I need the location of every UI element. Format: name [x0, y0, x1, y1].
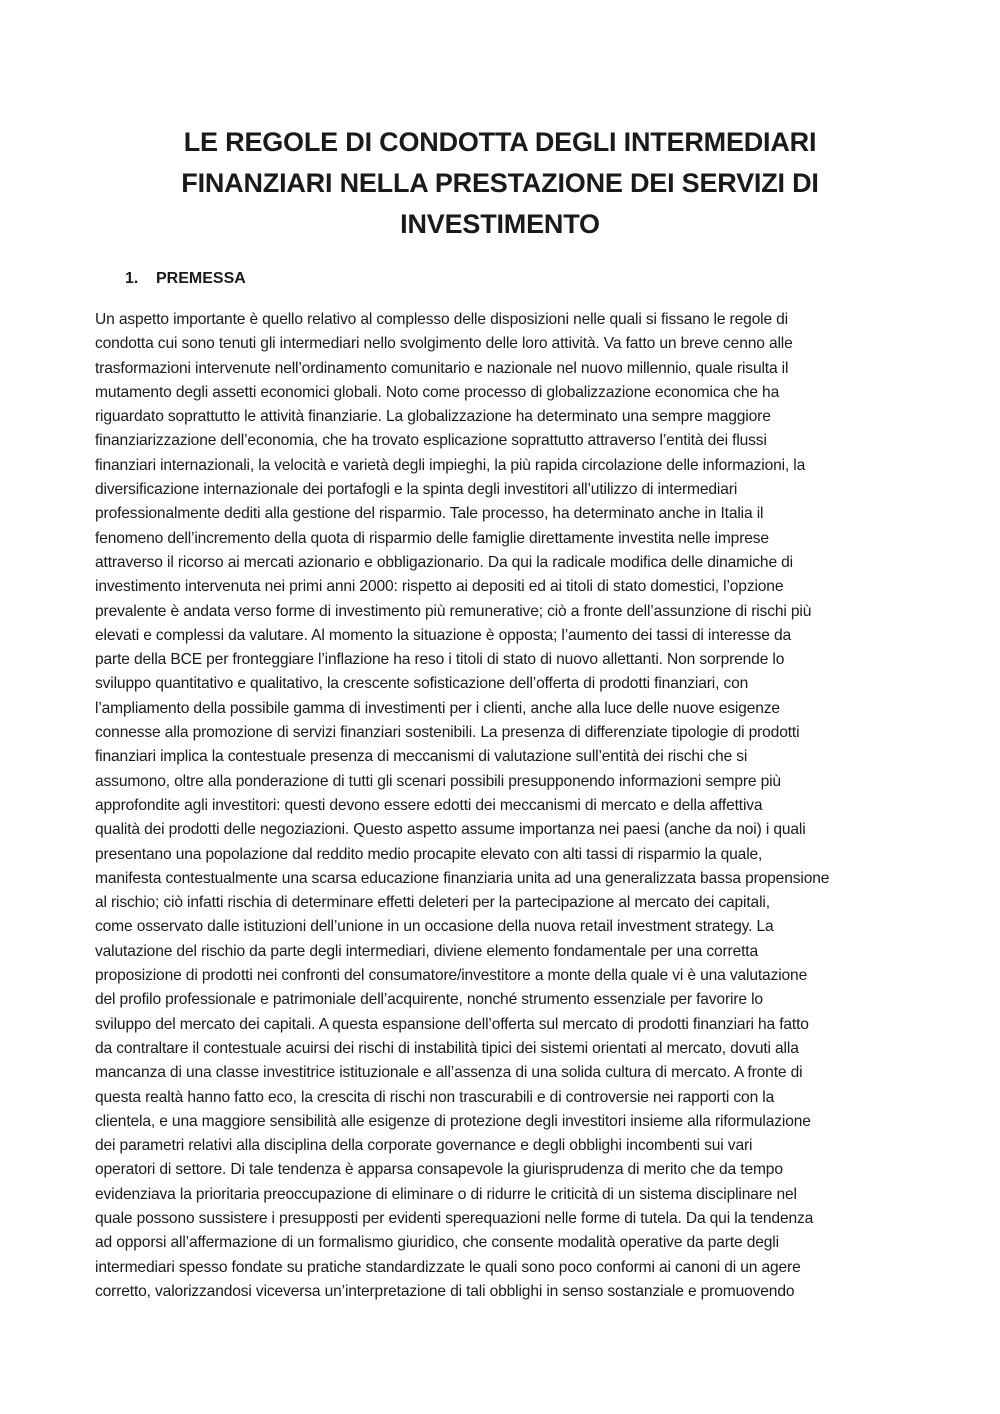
- body-text-line: riguardato soprattutto le attività finanziarie. La globalizzazione ha determinato una sempre maggiore: [95, 408, 771, 426]
- title-line: LE REGOLE DI CONDOTTA DEGLI INTERMEDIARI: [183, 127, 817, 157]
- body-text-line: fenomeno dell’incremento della quota di risparmio delle famiglie direttamente investita nelle imprese: [95, 529, 769, 547]
- body-text-line: come osservato dalle istituzioni dell’unione in un occasione della nuova retail investment strategy. La: [95, 918, 774, 936]
- body-text-line: prevalente è andata verso forme di investimento più remunerative; ciò a fronte dell’assunzione di rischi più: [95, 602, 812, 620]
- body-text-line: ad opporsi all’affermazione di un formalismo giuridico, che consente modalità operative da parte degli: [95, 1234, 779, 1252]
- body-text-line: questa realtà hanno fatto eco, la crescita di rischi non trascurabili e di controversie nei rapporti con la: [95, 1088, 775, 1106]
- body-text-line: investimento intervenuta nei primi anni 2000: rispetto ai depositi ed ai titoli di stato domestici, l’opzione: [95, 578, 784, 596]
- body-text-line: professionalmente dediti alla gestione del risparmio. Tale processo, ha determinato anche in Italia il: [95, 505, 764, 523]
- body-text-line: sviluppo quantitativo e qualitativo, la crescente sofisticazione dell’offerta di prodotti finanziari, con: [95, 675, 749, 693]
- section-number: 1.: [125, 270, 139, 287]
- title-line: INVESTIMENTO: [400, 209, 600, 239]
- body-text-line: da contraltare il contestuale acuirsi dei rischi di instabilità tipici dei sistemi orientati al mercato, dovuti alla: [95, 1039, 799, 1057]
- body-text-line: al rischio; ciò infatti rischia di determinare effetti deleteri per la partecipazione al mercato dei capitali,: [95, 894, 770, 912]
- body-text-line: condotta cui sono tenuti gli intermediari nello svolgimento delle loro attività. Va fatto un breve cenno alle: [95, 335, 793, 353]
- body-text-line: mancanza di una classe investitrice istituzionale e all’assenza di una solida cultura di mercato. A fronte di: [95, 1064, 803, 1082]
- body-text-line: trasformazioni intervenute nell’ordinamento comunitario e nazionale nel nuovo millennio, quale risulta il: [95, 359, 789, 377]
- body-paragraph: [95, 308, 925, 1304]
- body-text-line: evidenziava la prioritaria preoccupazione di eliminare o di ridurre le criticità di un sistema disciplinare nel: [95, 1185, 797, 1203]
- body-text-line: intermediari spesso fondate su pratiche standardizzate le quali sono poco conformi ai canoni di un agere: [95, 1258, 801, 1276]
- body-text-line: diversificazione internazionale dei portafogli e la spinta degli investitori all’utilizzo di intermediari: [95, 481, 738, 499]
- body-text-line: proposizione di prodotti nei confronti del consumatore/investitore a monte della quale vi è una valutazione: [95, 967, 808, 985]
- body-text-line: finanziari internazionali, la velocità e varietà degli impieghi, la più rapida circolazione delle informazioni, la: [95, 456, 806, 474]
- body-text-line: mutamento degli assetti economici globali. Noto come processo di globalizzazione economica che ha: [95, 383, 780, 401]
- body-text-line: Un aspetto importante è quello relativo al complesso delle disposizioni nelle quali si fissano le regole di: [95, 311, 789, 328]
- section-title: PREMESSA: [156, 270, 246, 287]
- body-text-line: valutazione del rischio da parte degli intermediari, diviene elemento fondamentale per una corretta: [95, 942, 759, 960]
- body-text-line: manifesta contestualmente una scarsa educazione finanziaria unita ad una generalizzata bassa propensione: [95, 869, 830, 887]
- body-text-line: dei parametri relativi alla disciplina della corporate governance e degli obblighi incombenti sui vari: [95, 1137, 753, 1155]
- title-line: FINANZIARI NELLA PRESTAZIONE DEI SERVIZI DI: [181, 168, 819, 198]
- body-text-line: connesse alla promozione di servizi finanziari sostenibili. La presenza di differenziate tipologie di prodotti: [95, 724, 800, 742]
- body-text-line: attraverso il ricorso ai mercati azionario e obbligazionario. Da qui la radicale modifica delle dinamiche di: [95, 553, 793, 571]
- body-text-line: elevati e complessi da valutare. Al momento la situazione è opposta; l’aumento dei tassi di interesse da: [95, 626, 792, 644]
- body-text-line: finanziarizzazione dell’economia, che ha trovato esplicazione soprattutto attraverso l’entità dei flussi: [95, 432, 767, 450]
- body-text-line: clientela, e una maggiore sensibilità alle esigenze di protezione degli investitori insieme alla riformulazione: [95, 1112, 811, 1130]
- body-text-line: presentano una popolazione dal reddito medio procapite elevato con alti tassi di risparmio la quale,: [95, 845, 763, 863]
- body-text-line: corretto, valorizzandosi viceversa un’interpretazione di tali obblighi in senso sostanziale e promuovendo: [95, 1282, 795, 1300]
- body-text-line: quale possono sussistere i presupposti per evidenti sperequazioni nelle forme di tutela. Da qui la tendenza: [95, 1209, 814, 1227]
- body-text-line: sviluppo del mercato dei capitali. A questa espansione dell’offerta sul mercato di prodotti finanziari ha fatto: [95, 1015, 809, 1033]
- body-text-line: assumono, oltre alla ponderazione di tutti gli scenari possibili presupponendo informazioni sempre più: [95, 772, 781, 790]
- body-text-line: parte della BCE per fronteggiare l’inflazione ha reso i titoli di stato di nuovo allettanti. Non sorprende lo: [95, 651, 785, 669]
- body-text-line: operatori di settore. Di tale tendenza è apparsa consapevole la giurisprudenza di merito che da tempo: [95, 1161, 783, 1179]
- body-text-line: qualità dei prodotti delle negoziazioni. Questo aspetto assume importanza nei paesi (anche da noi) i quali: [95, 821, 806, 839]
- body-text-line: del profilo professionale e patrimoniale dell’acquirente, nonché strumento essenziale per favorire lo: [95, 991, 763, 1009]
- body-text-line: finanziari implica la contestuale presenza di meccanismi di valutazione sull’entità dei rischi che si: [95, 748, 748, 766]
- body-text-line: approfondite agli investitori: questi devono essere edotti dei meccanismi di mercato e della affettiva: [95, 796, 763, 814]
- section-heading: [125, 268, 246, 290]
- body-text-line: l’ampliamento della possibile gamma di investimenti per i clienti, anche alla luce delle nuove esigenze: [95, 699, 780, 717]
- document-title: [120, 122, 880, 245]
